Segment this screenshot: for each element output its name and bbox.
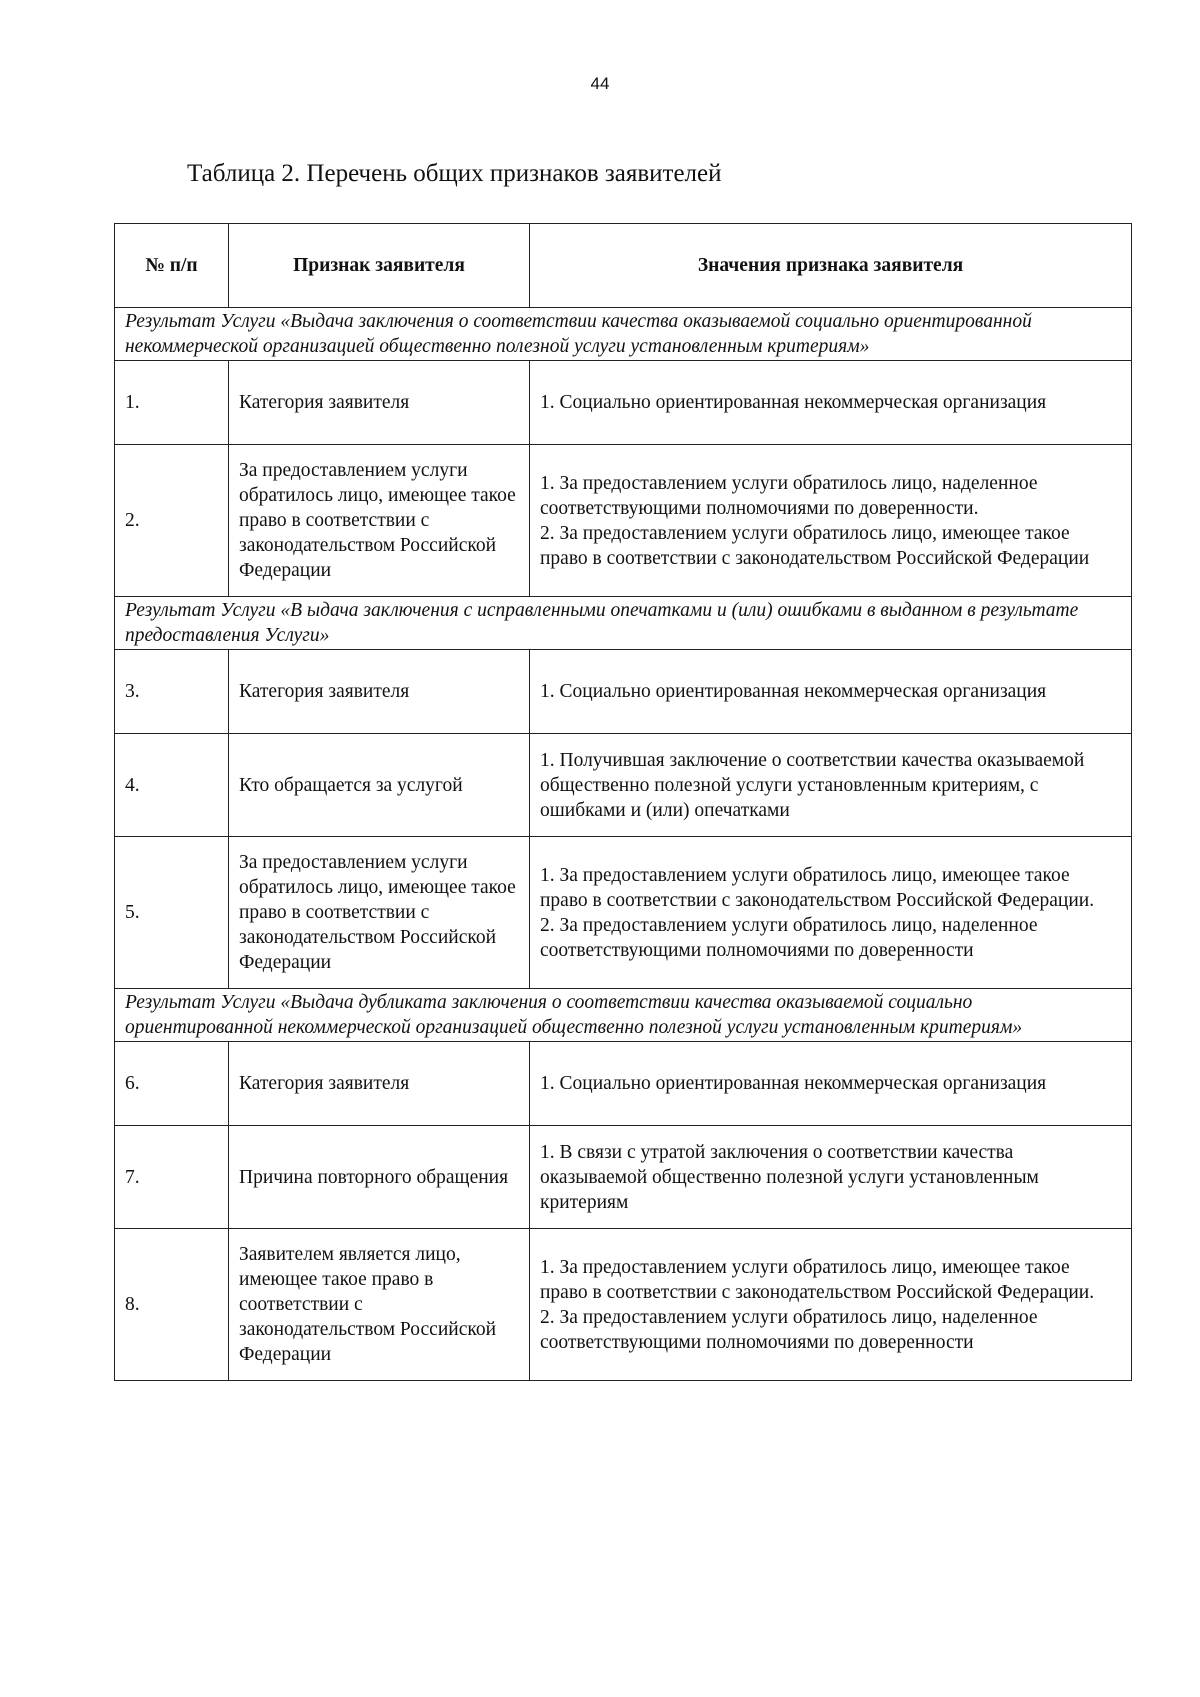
table-row: [115, 734, 1132, 837]
row-num: 3.: [115, 650, 229, 734]
row-value: 1. За предоставлением услуги обратилось лицо, наделенное соответствующими полномочиями по доверенности.: [540, 472, 1038, 519]
table-row: [115, 1042, 1132, 1126]
row-values: [530, 734, 1132, 837]
row-values: [530, 1229, 1132, 1381]
row-attribute: Категория заявителя: [229, 1042, 530, 1126]
page-number: 44: [590, 74, 610, 93]
row-value: 1. В связи с утратой заключения о соответствии качества оказываемой общественно полезной услуги установленным критериям: [540, 1141, 1039, 1213]
table-header-row: [115, 224, 1132, 308]
row-num: 4.: [115, 734, 229, 837]
table-row: [115, 650, 1132, 734]
row-values: [530, 361, 1132, 445]
applicant-attributes-table: [114, 223, 1132, 1381]
row-attribute: Причина повторного обращения: [229, 1126, 530, 1229]
row-num: 2.: [115, 445, 229, 597]
row-value: 1. Социально ориентированная некоммерческая организация: [540, 1073, 1047, 1094]
row-value: 1. За предоставлением услуги обратилось лицо, имеющее такое право в соответствии с законодательством Российской Федерации.: [540, 864, 1095, 911]
row-num: 8.: [115, 1229, 229, 1381]
row-value: 1. Социально ориентированная некоммерческая организация: [540, 392, 1047, 413]
row-value: 2. За предоставлением услуги обратилось лицо, наделенное соответствующими полномочиями по доверенности: [540, 914, 1038, 961]
section-title: Результат Услуги «Выдача заключения о соответствии качества оказываемой социально ориентированной некоммерческой организацией общественно полезной услуги установленным критериям»: [115, 308, 1132, 361]
row-value: 1. Получившая заключение о соответствии качества оказываемой общественно полезной услуги установленным критериям, с ошибками и (или) опечатками: [540, 749, 1085, 821]
table-row: [115, 1229, 1132, 1381]
row-attribute: Кто обращается за услугой: [229, 734, 530, 837]
header-attribute: Признак заявителя: [229, 224, 530, 308]
table-row: [115, 445, 1132, 597]
table-row: [115, 1126, 1132, 1229]
section-title: Результат Услуги «Выдача дубликата заключения о соответствии качества оказываемой социально ориентированной некоммерческой организацией общественно полезной услуги установленным критериям»: [115, 989, 1132, 1042]
row-attribute: За предоставлением услуги обратилось лицо, имеющее такое право в соответствии с законодательством Российской Федерации: [229, 837, 530, 989]
section-row: [115, 989, 1132, 1042]
row-num: 1.: [115, 361, 229, 445]
section-title: Результат Услуги «В ыдача заключения с исправленными опечатками и (или) ошибками в выданном в результате предоставления Услуги»: [115, 597, 1132, 650]
row-values: [530, 837, 1132, 989]
table-row: [115, 361, 1132, 445]
row-value: 2. За предоставлением услуги обратилось лицо, имеющее такое право в соответствии с законодательством Российской Федерации: [540, 522, 1090, 569]
row-num: 5.: [115, 837, 229, 989]
row-num: 6.: [115, 1042, 229, 1126]
row-attribute: Категория заявителя: [229, 650, 530, 734]
section-row: [115, 597, 1132, 650]
header-num: № п/п: [115, 224, 229, 308]
row-values: [530, 1126, 1132, 1229]
header-values: Значения признака заявителя: [530, 224, 1132, 308]
row-values: [530, 445, 1132, 597]
row-attribute: Категория заявителя: [229, 361, 530, 445]
table-row: [115, 837, 1132, 989]
row-attribute: Заявителем является лицо, имеющее такое право в соответствии с законодательством Российской Федерации: [229, 1229, 530, 1381]
row-values: [530, 1042, 1132, 1126]
row-value: 1. Социально ориентированная некоммерческая организация: [540, 681, 1047, 702]
table-title: Таблица 2. Перечень общих признаков заявителей: [187, 160, 722, 187]
row-value: 2. За предоставлением услуги обратилось лицо, наделенное соответствующими полномочиями по доверенности: [540, 1306, 1038, 1353]
row-values: [530, 650, 1132, 734]
row-num: 7.: [115, 1126, 229, 1229]
row-value: 1. За предоставлением услуги обратилось лицо, имеющее такое право в соответствии с законодательством Российской Федерации.: [540, 1256, 1095, 1303]
row-attribute: За предоставлением услуги обратилось лицо, имеющее такое право в соответствии с законодательством Российской Федерации: [229, 445, 530, 597]
section-row: [115, 308, 1132, 361]
